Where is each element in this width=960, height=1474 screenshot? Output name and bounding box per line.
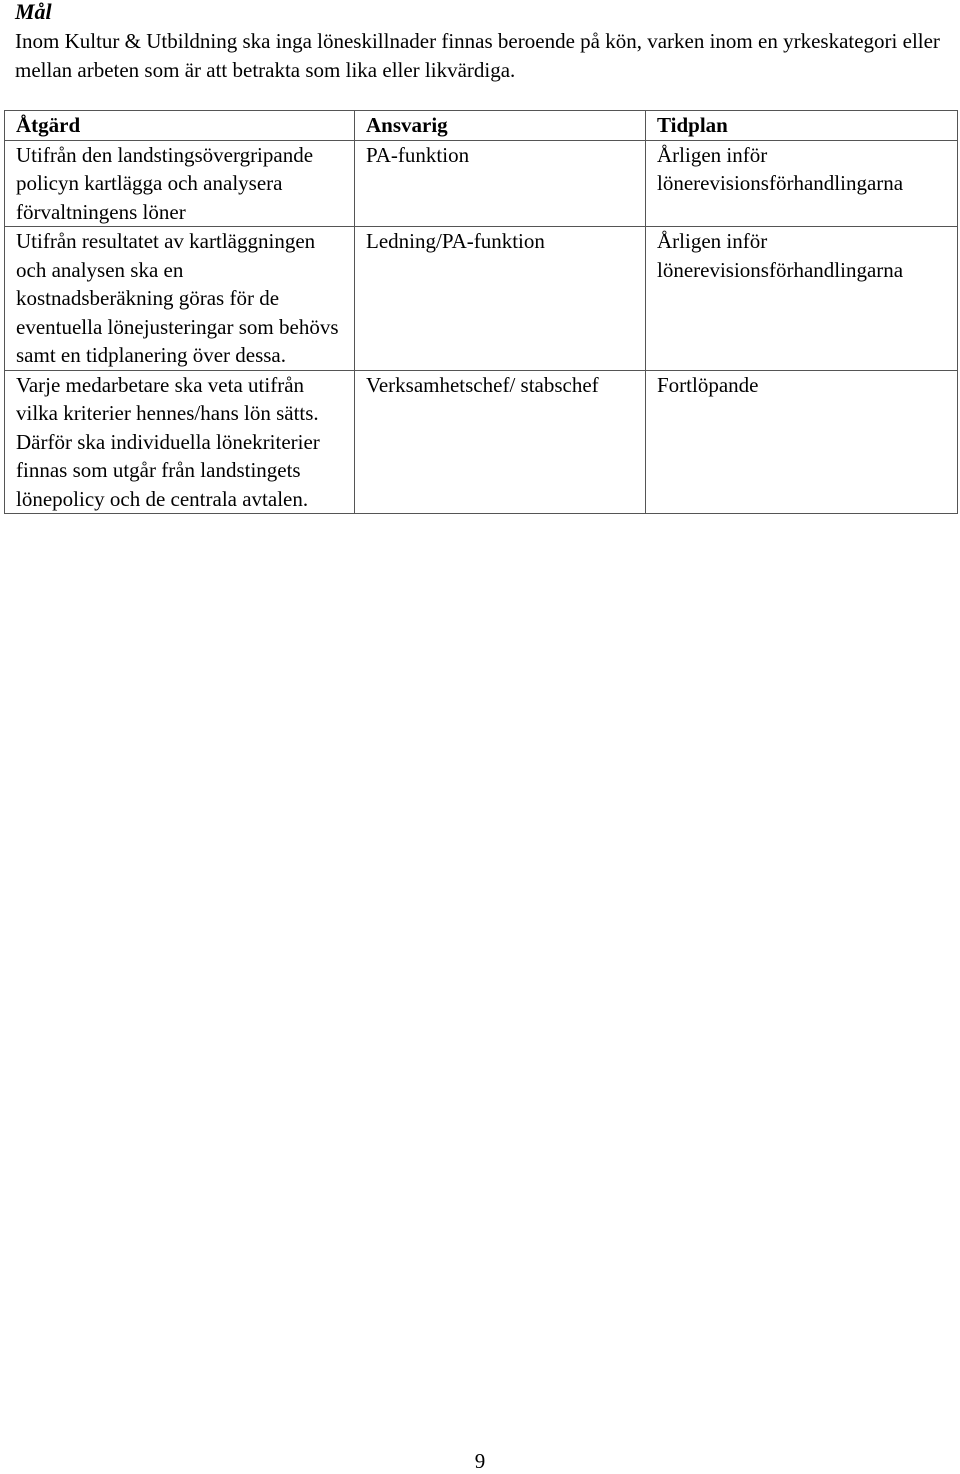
table-row [5, 227, 958, 371]
table-header-row [5, 111, 958, 141]
timeline-cell: Årligen inför lönerevisionsförhandlingarna [646, 227, 958, 371]
timeline-cell: Fortlöpande [646, 370, 958, 514]
page-number: 9 [474, 1449, 486, 1473]
goal-paragraph: Inom Kultur & Utbildning ska inga löneskillnader finnas beroende på kön, varken inom en yrkeskategori eller mellan arbeten som är att betrakta som lika eller likvärdiga. [15, 29, 940, 82]
column-header-action: Åtgärd [5, 111, 355, 141]
column-header-responsible: Ansvarig [355, 111, 646, 141]
action-plan-table [4, 110, 958, 514]
responsible-cell: PA-funktion [355, 140, 646, 227]
column-header-timeline: Tidplan [646, 111, 958, 141]
action-cell: Utifrån resultatet av kartläggningen och analysen ska en kostnadsberäkning göras för de eventuella lönejusteringar som behövs samt en tidplanering över dessa. [5, 227, 355, 371]
responsible-cell: Verksamhetschef/ stabschef [355, 370, 646, 514]
table-row [5, 370, 958, 514]
table-row [5, 140, 958, 227]
responsible-cell: Ledning/PA-funktion [355, 227, 646, 371]
action-cell: Varje medarbetare ska veta utifrån vilka kriterier hennes/hans lön sätts. Därför ska individuella lönekriterier finnas som utgår från landstingets lönepolicy och de centrala avtalen. [5, 370, 355, 514]
timeline-cell: Årligen inför lönerevisionsförhandlingarna [646, 140, 958, 227]
section-heading: Mål [15, 0, 52, 24]
action-cell: Utifrån den landstingsövergripande policyn kartlägga och analysera förvaltningens löner [5, 140, 355, 227]
